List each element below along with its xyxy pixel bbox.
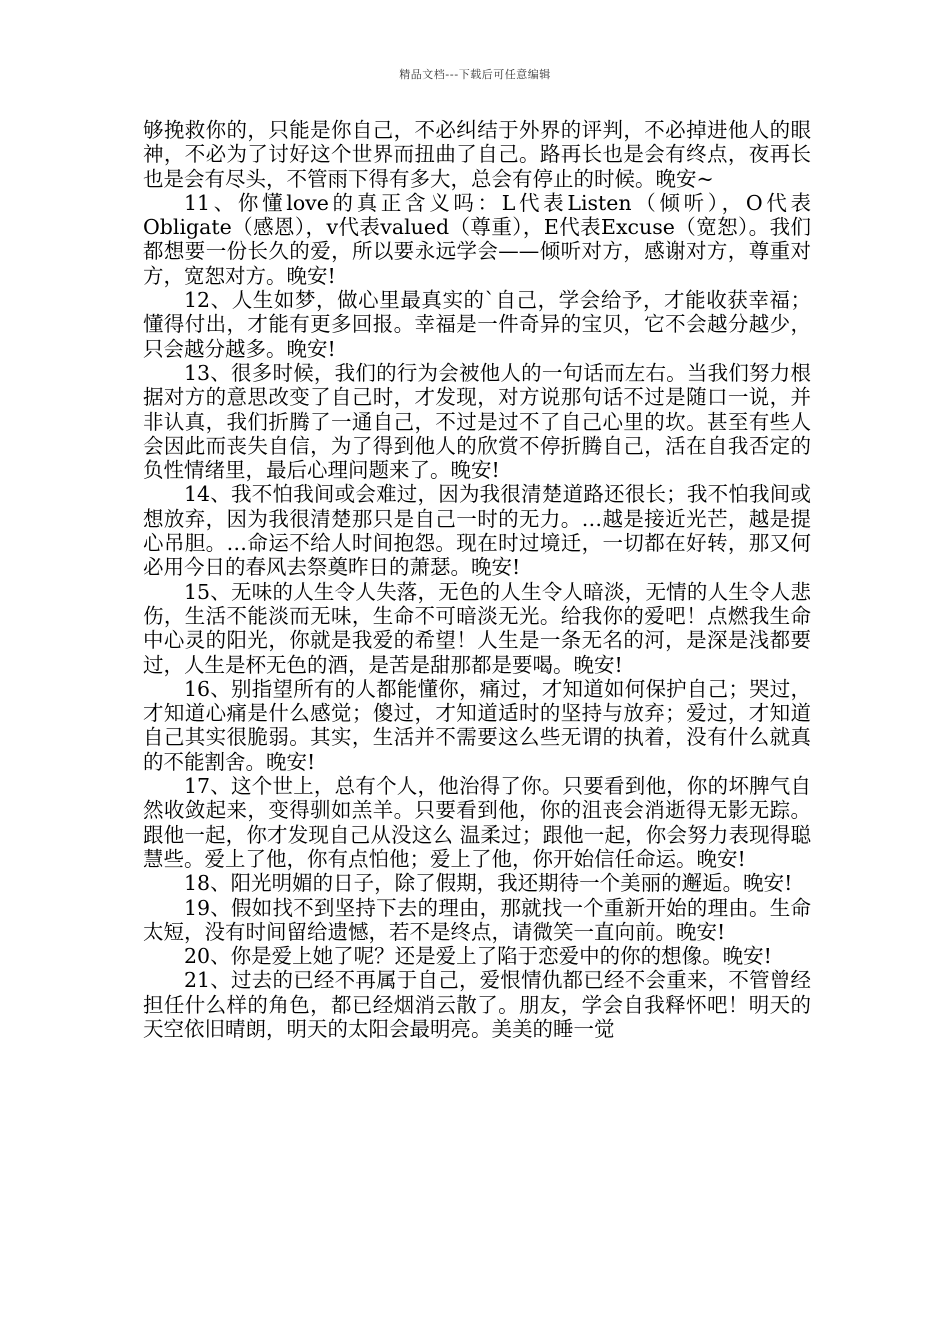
paragraph-21: 21、过去的已经不再属于自己，爱恨情仇都已经不会重来，不管曾经担任什么样的角色，都已经烟消云散了。朋友，学会自我释怀吧！明天的天空依旧晴朗，明天的太阳会最明亮。美美的睡一觉 (143, 968, 811, 1041)
document-body (143, 118, 811, 1041)
paragraph-15: 15、无味的人生令人失落，无色的人生令人暗淡，无情的人生令人悲伤，生活不能淡而无味，生命不可暗淡无光。给我你的爱吧！点燃我生命中心灵的阳光，你就是我爱的希望！人生是一条无名的河，是深是浅都要过，人生是杯无色的酒，是苦是甜那都是要喝。晚安! (143, 579, 811, 677)
paragraph-continuation: 够挽救你的，只能是你自己，不必纠结于外界的评判，不必掉进他人的眼神，不必为了讨好这个世界而扭曲了自己。路再长也是会有终点，夜再长也是会有尽头，不管雨下得有多大，总会有停止的时候。晚安~ (143, 118, 811, 191)
paragraph-17: 17、这个世上，总有个人，他治得了你。只要看到他，你的坏脾气自然收敛起来，变得驯如羔羊。只要看到他，你的沮丧会消逝得无影无踪。跟他一起，你才发现自己从没这么 温柔过；跟他一起，你会努力表现得聪慧些。爱上了他，你有点怕他；爱上了他，你开始信任命运。晚安! (143, 774, 811, 871)
paragraph-13: 13、很多时候，我们的行为会被他人的一句话而左右。当我们努力根据对方的意思改变了自己时，才发现，对方说那句话不过是随口一说，并非认真，我们折腾了一通自己，不过是过不了自己心里的坎。甚至有些人会因此而丧失自信，为了得到他人的欣赏不停折腾自己，活在自我否定的负性情绪里，最后心理问题来了。晚安! (143, 360, 811, 483)
paragraph-12: 12、人生如梦，做心里最真实的`自己，学会给予，才能收获幸福；懂得付出，才能有更多回报。幸福是一件奇异的宝贝，它不会越分越少，只会越分越多。晚安! (143, 288, 811, 361)
paragraph-16: 16、别指望所有的人都能懂你，痛过，才知道如何保护自己；哭过，才知道心痛是什么感觉；傻过，才知道适时的坚持与放弃；爱过，才知道自己其实很脆弱。其实，生活并不需要这么些无谓的执着，没有什么就真的不能割舍。晚安! (143, 676, 811, 774)
paragraph-11: 11、你懂love的真正含义吗：L代表Listen（倾听），O代表Obligate（感恩），v代表valued（尊重），E代表Excuse（宽恕）。我们都想要一份长久的爱，所以要永远学会——倾听对方，感谢对方，尊重对方，宽恕对方。晚安! (143, 190, 811, 288)
paragraph-20: 20、你是爱上她了呢？还是爱上了陷于恋爱中的你的想像。晚安! (184, 944, 772, 969)
paragraph-14: 14、我不怕我间或会难过，因为我很清楚道路还很长；我不怕我间或想放弃，因为我很清楚那只是自己一时的无力。…越是接近光芒，越是提心吊胆。…命运不给人时间抱怨。现在时过境迁，一切都在好转，那又何必用今日的春风去祭奠昨日的萧瑟。晚安! (143, 482, 811, 580)
paragraph-19: 19、假如找不到坚持下去的理由，那就找一个重新开始的理由。生命太短，没有时间留给遗憾，若不是终点，请微笑一直向前。晚安! (143, 895, 811, 944)
page-header: 精品文档---下载后可任意编辑 (399, 68, 551, 81)
paragraph-18: 18、阳光明媚的日子，除了假期，我还期待一个美丽的邂逅。晚安! (184, 871, 793, 896)
